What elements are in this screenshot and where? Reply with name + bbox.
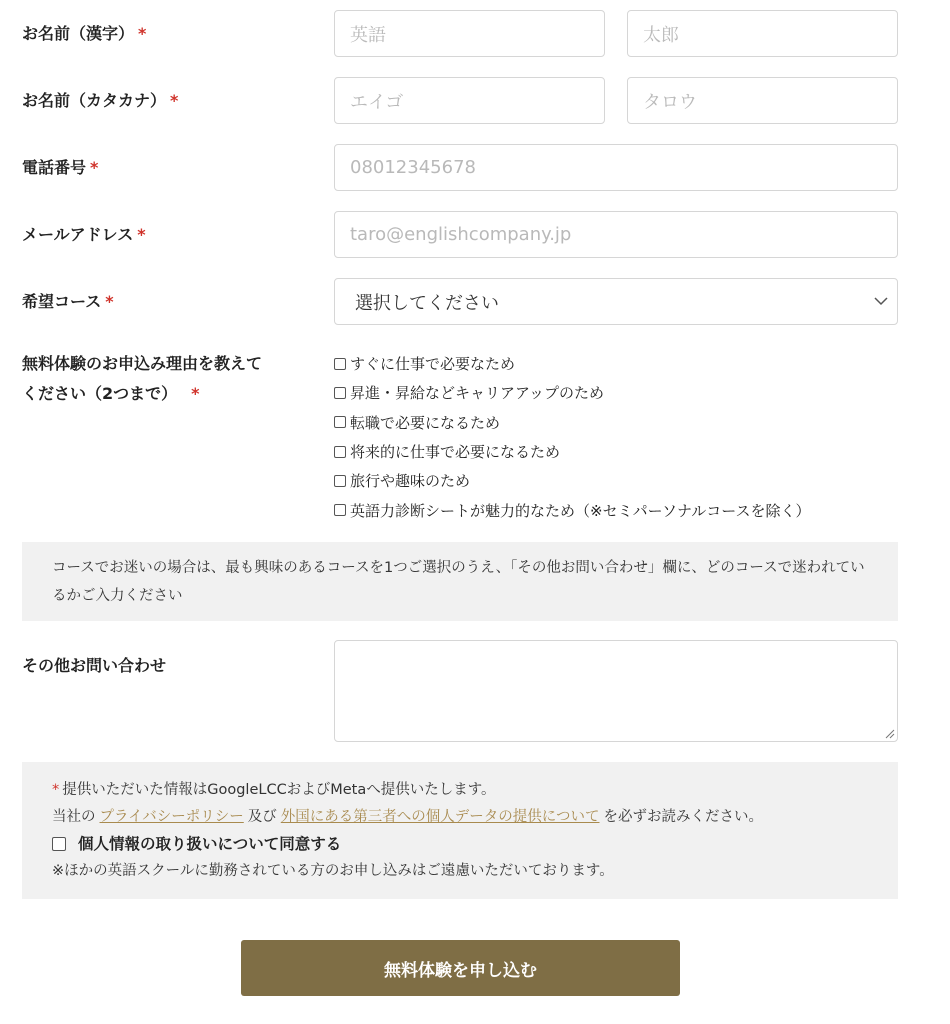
reason-option[interactable]: 旅行や趣味のため — [334, 466, 810, 495]
checkbox[interactable] — [334, 475, 346, 487]
name-kanji-label: お名前（漢字） * — [22, 24, 147, 43]
reason-option[interactable]: 転職で必要になるため — [334, 408, 810, 437]
course-select[interactable] — [334, 278, 898, 325]
privacy-notice: * 提供いただいた情報はGoogleLCCおよびMetaへ提供いたします。 当社の プライバシーポリシー 及び 外国にある第三者への個人データの提供について を必ずお読みください。 個人情報の取り扱いについて同意する ※ほかの英語スクールに勤務されている方のお申し込みはご遠慮いただいております。 — [22, 762, 898, 899]
reason-option[interactable]: すぐに仕事で必要なため — [334, 349, 810, 378]
school-staff-notice: ※ほかの英語スクールに勤務されている方のお申し込みはご遠慮いただいております。 — [52, 862, 614, 879]
submit-button[interactable]: 無料体験を申し込む — [241, 940, 680, 996]
checkbox[interactable] — [334, 416, 346, 428]
other-inquiry-textarea[interactable] — [334, 640, 898, 742]
name-kana-label: お名前（カタカナ） * — [22, 91, 179, 110]
first-name-kana-input[interactable]: タロウ — [627, 77, 898, 124]
required-mark: * — [52, 781, 60, 798]
first-name-kanji-input[interactable]: 太郎 — [627, 10, 898, 57]
required-mark: * — [191, 384, 200, 403]
reason-option[interactable]: 昇進・昇給などキャリアアップのため — [334, 378, 810, 407]
reason-option[interactable]: 将来的に仕事で必要になるため — [334, 437, 810, 466]
agree-checkbox-row[interactable] — [52, 830, 868, 857]
course-help-note: コースでお迷いの場合は、最も興味のあるコースを1つご選択のうえ、「その他お問い合わせ」欄に、どのコースで迷われているかご入力ください — [22, 542, 898, 621]
chevron-down-icon — [873, 293, 889, 309]
last-name-kanji-input[interactable]: 英語 — [334, 10, 605, 57]
email-input[interactable]: taro@englishcompany.jp — [334, 211, 898, 258]
email-label: メールアドレス * — [22, 225, 146, 244]
phone-label: 電話番号 * — [22, 158, 99, 177]
privacy-policy-link[interactable]: プライバシーポリシー — [99, 808, 244, 825]
privacy-line1: 提供いただいた情報はGoogleLCCおよびMetaへ提供いたします。 — [62, 781, 496, 798]
resize-grip-icon[interactable] — [883, 727, 895, 739]
checkbox[interactable] — [334, 446, 346, 458]
required-mark: * — [138, 24, 147, 43]
reasons-checkbox-list — [334, 349, 810, 525]
required-mark: * — [170, 91, 179, 110]
last-name-kana-input[interactable]: エイゴ — [334, 77, 605, 124]
checkbox[interactable] — [334, 387, 346, 399]
third-party-data-link[interactable]: 外国にある第三者への個人データの提供について — [280, 808, 600, 825]
agree-label: 個人情報の取り扱いについて同意する — [78, 834, 342, 853]
course-select-value: 選択してください — [355, 292, 499, 314]
required-mark: * — [105, 292, 114, 311]
checkbox[interactable] — [334, 504, 346, 516]
other-inquiry-label: その他お問い合わせ — [22, 656, 167, 675]
required-mark: * — [137, 225, 146, 244]
course-label: 希望コース * — [22, 292, 114, 311]
reason-option[interactable]: 英語力診断シートが魅力的なため（※セミパーソナルコースを除く） — [334, 495, 810, 524]
checkbox[interactable] — [334, 358, 346, 370]
required-mark: * — [90, 158, 99, 177]
reasons-label: 無料体験のお申込み理由を教えて ください（2つまで） * — [22, 354, 263, 403]
agree-checkbox[interactable] — [52, 837, 66, 851]
phone-input[interactable]: 08012345678 — [334, 144, 898, 191]
